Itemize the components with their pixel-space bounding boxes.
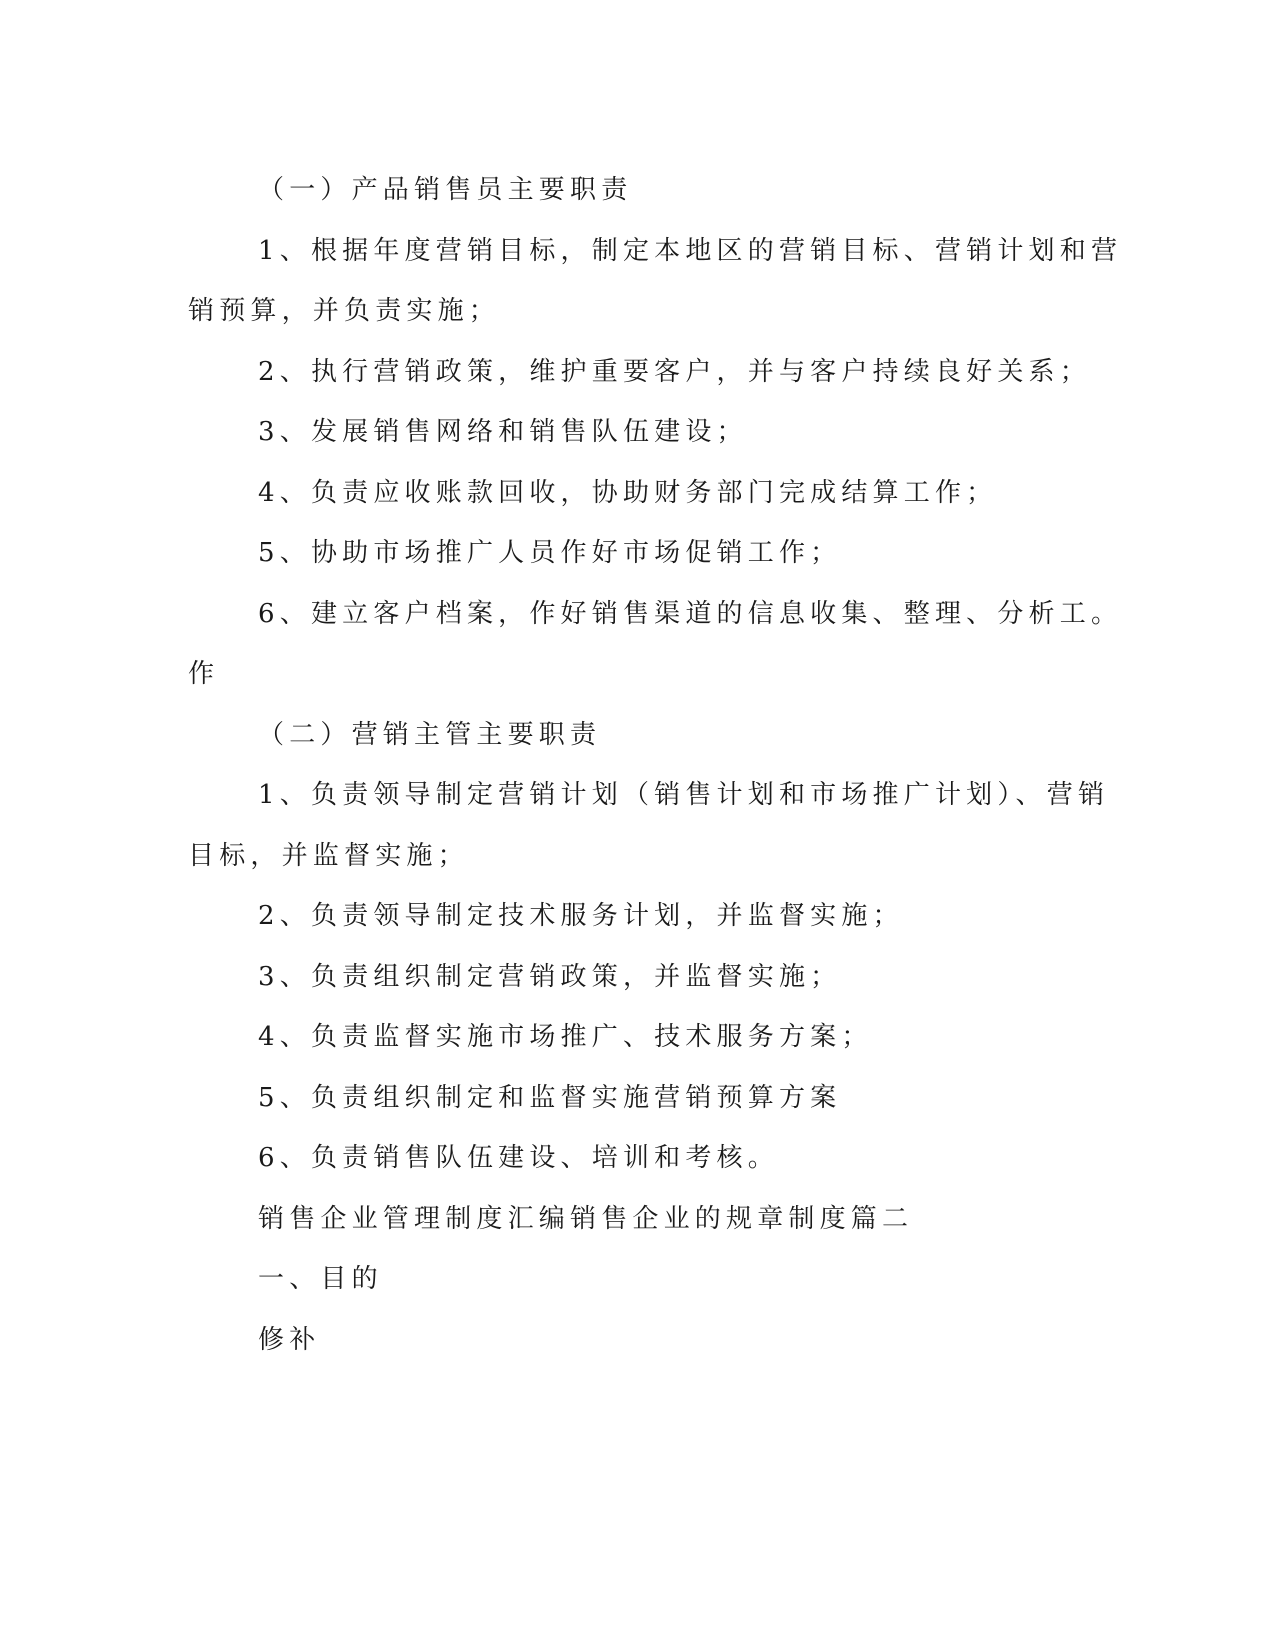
paragraph-line: 3、负责组织制定营销政策，并监督实施； bbox=[258, 961, 842, 992]
paragraph-line: 2、执行营销政策，维护重要客户，并与客户持续良好关系； bbox=[258, 356, 1091, 387]
paragraph-line: 4、负责监督实施市场推广、技术服务方案； bbox=[258, 1022, 873, 1052]
paragraph-line: 目标，并监督实施； bbox=[188, 840, 469, 871]
section-heading-1: （一）产品销售员主要职责 bbox=[258, 175, 633, 205]
paragraph-line: 1、负责领导制定营销计划（销售计划和市场推广计划）、营销 bbox=[258, 780, 1110, 810]
paragraph-line: 作 bbox=[188, 659, 220, 689]
document-subtitle: 销售企业管理制度汇编销售企业的规章制度篇二 bbox=[258, 1203, 914, 1234]
paragraph-line: 3、发展销售网络和销售队伍建设； bbox=[258, 417, 748, 447]
paragraph-line: 5、协助市场推广人员作好市场促销工作； bbox=[258, 538, 842, 568]
paragraph-line: 4、负责应收账款回收，协助财务部门完成结算工作； bbox=[258, 477, 998, 508]
document-body bbox=[188, 160, 1123, 1370]
paragraph-line: 销预算，并负责实施； bbox=[188, 296, 501, 326]
paragraph-line: 6、建立客户档案，作好销售渠道的信息收集、整理、分析工。 bbox=[258, 598, 1123, 629]
paragraph-line: 1、根据年度营销目标，制定本地区的营销目标、营销计划和营 bbox=[258, 235, 1123, 266]
section-heading-purpose: 一、目的 bbox=[258, 1264, 383, 1294]
paragraph-line: 2、负责领导制定技术服务计划，并监督实施； bbox=[258, 901, 904, 931]
paragraph-line: 修补 bbox=[258, 1324, 321, 1355]
paragraph-line: 5、负责组织制定和监督实施营销预算方案 bbox=[258, 1082, 842, 1113]
paragraph-line: 6、负责销售队伍建设、培训和考核。 bbox=[258, 1143, 779, 1173]
section-heading-2: （二）营销主管主要职责 bbox=[258, 719, 602, 750]
